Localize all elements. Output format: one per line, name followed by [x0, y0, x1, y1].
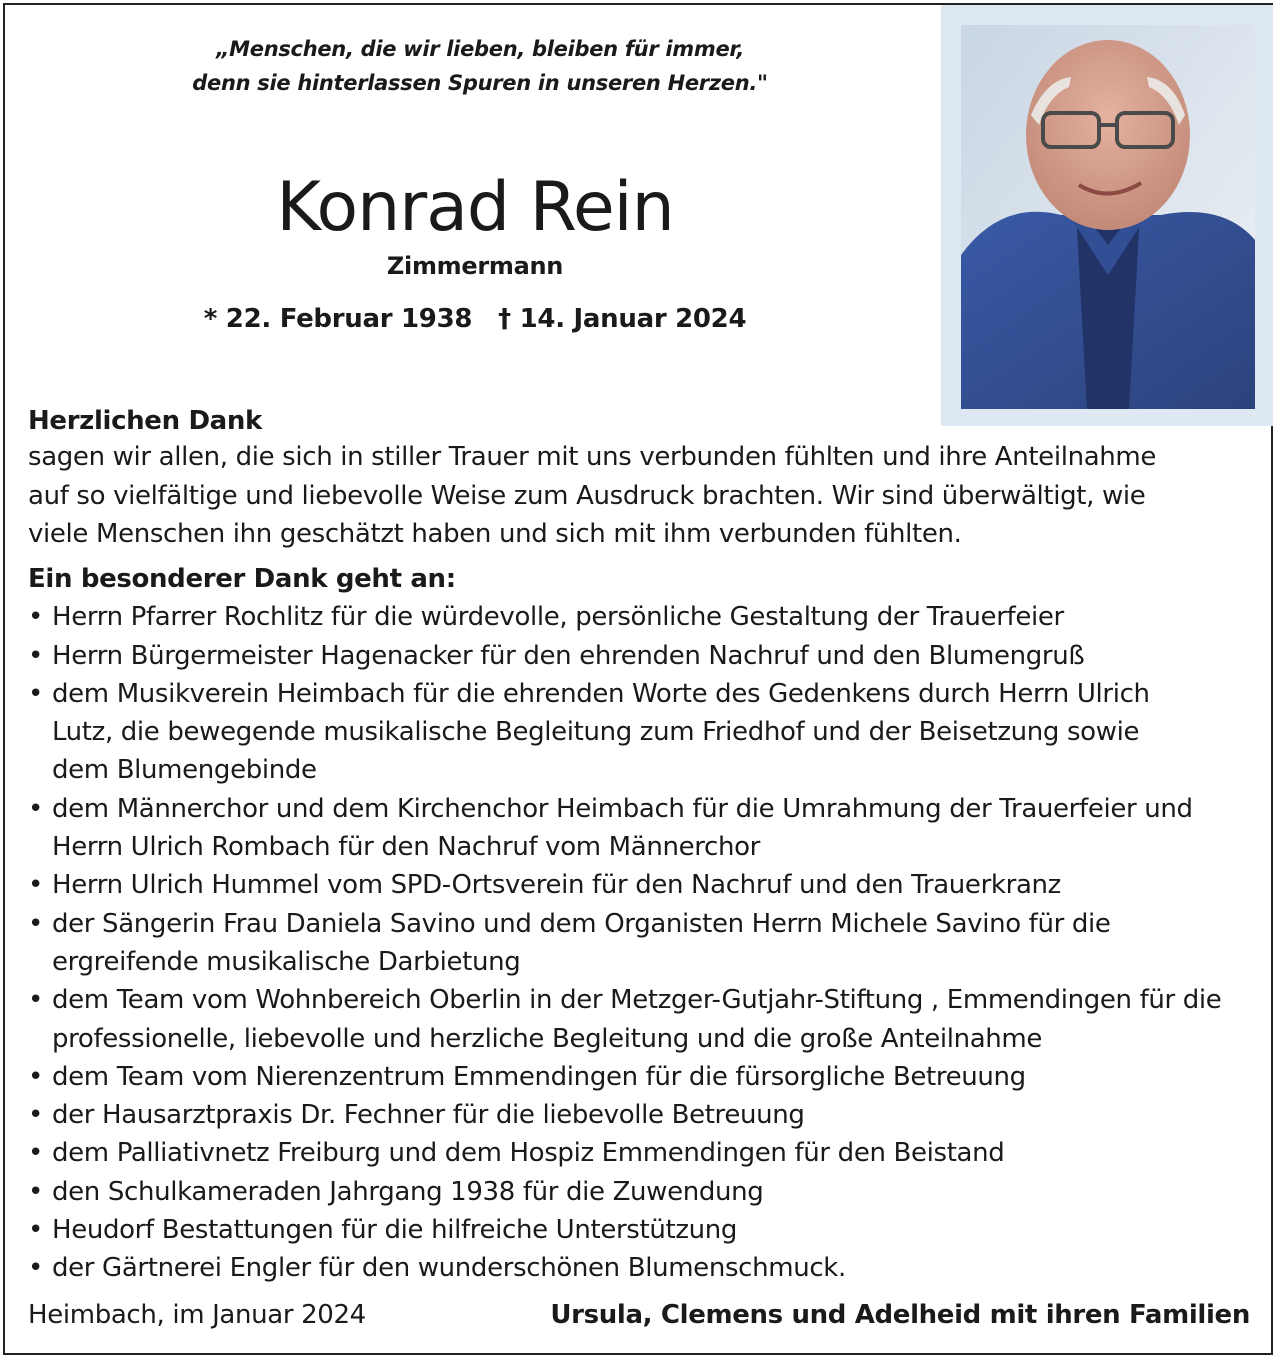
list-item: • Heudorf Bestattungen für die hilfreiche Unterstützung	[28, 1211, 1258, 1249]
list-item: • Herrn Bürgermeister Hagenacker für den ehrenden Nachruf und den Blumengruß	[28, 637, 1258, 675]
deceased-profession: Zimmermann	[386, 252, 564, 280]
list-item: • der Gärtnerei Engler für den wunderschönen Blumenschmuck.	[28, 1249, 1258, 1287]
list-item: • dem Team vom Wohnbereich Oberlin in der Metzger-Gutjahr-Stiftung , Emmendingen für die professionelle, liebevolle und herzliche Begleitung und die große Anteilnahme	[28, 981, 1247, 1058]
special-thanks-section	[28, 560, 1258, 1288]
thanks-line-3: viele Menschen ihn geschätzt haben und sich mit ihm verbunden fühlten.	[28, 519, 962, 549]
thanks-section	[28, 404, 1258, 554]
list-item: • der Hausarztpraxis Dr. Fechner für die liebevolle Betreuung	[28, 1096, 1258, 1134]
life-dates	[75, 304, 875, 334]
thanks-line-1: sagen wir allen, die sich in stiller Trauer mit uns verbunden fühlten und ihre Anteilnahme	[28, 442, 1157, 472]
list-item: • dem Männerchor und dem Kirchenchor Heimbach für die Umrahmung der Trauerfeier und Herrn Ulrich Rombach für den Nachruf vom Männerchor	[28, 790, 1247, 867]
special-thanks-heading: Ein besonderer Dank geht an:	[28, 564, 456, 594]
place-date: Heimbach, im Januar 2024	[28, 1300, 366, 1330]
death-date: † 14. Januar 2024	[498, 304, 747, 334]
list-item: • den Schulkameraden Jahrgang 1938 für die Zuwendung	[28, 1173, 1258, 1211]
memorial-quote	[60, 32, 900, 100]
deceased-name: Konrad Rein	[276, 168, 674, 247]
list-item: • Herrn Pfarrer Rochlitz für die würdevolle, persönliche Gestaltung der Trauerfeier	[28, 598, 1258, 636]
thanks-heading: Herzlichen Dank	[28, 406, 262, 436]
list-item: • dem Palliativnetz Freiburg und dem Hospiz Emmendingen für den Beistand	[28, 1134, 1258, 1172]
quote-line-2: denn sie hinterlassen Spuren in unseren Herzen."	[192, 71, 768, 95]
list-item: • dem Musikverein Heimbach für die ehrenden Worte des Gedenkens durch Herrn Ulrich Lutz, die bewegende musikalische Begleitung zum Friedhof und der Beisetzung sowie dem Blumengebinde	[28, 675, 1152, 790]
list-item: • der Sängerin Frau Daniela Savino und dem Organisten Herrn Michele Savino für die ergreifende musikalische Darbietung	[28, 905, 1212, 982]
quote-line-1: „Menschen, die wir lieben, bleiben für immer,	[215, 37, 745, 61]
family-signature: Ursula, Clemens und Adelheid mit ihren Familien	[550, 1300, 1250, 1330]
portrait-image	[961, 25, 1255, 409]
portrait-photo	[941, 5, 1273, 426]
birth-date: * 22. Februar 1938	[203, 304, 473, 334]
list-item: • dem Team vom Nierenzentrum Emmendingen für die fürsorgliche Betreuung	[28, 1058, 1258, 1096]
thanks-line-2: auf so vielfältige und liebevolle Weise zum Ausdruck brachten. Wir sind überwältigt, wie	[28, 480, 1146, 511]
list-item: • Herrn Ulrich Hummel vom SPD-Ortsverein für den Nachruf und den Trauerkranz	[28, 866, 1258, 904]
special-thanks-list	[28, 598, 1258, 1287]
